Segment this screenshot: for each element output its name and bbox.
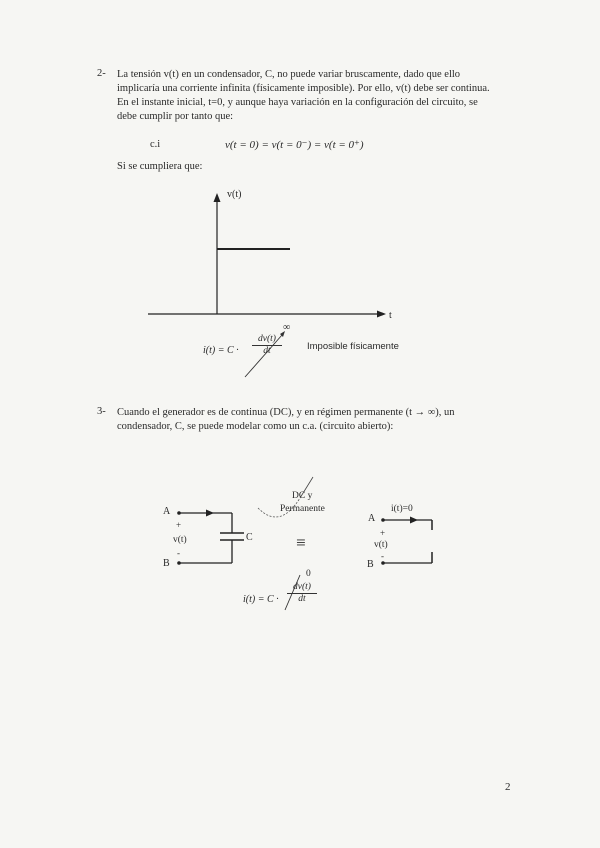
current-formula-denominator: dt — [263, 346, 271, 356]
zero-label: 0 — [306, 569, 311, 579]
section-2-line-2: implicaría una corriente infinita (físicamente imposible). Por ello, v(t) debe ser continua. — [117, 83, 490, 94]
formula-fraction — [287, 582, 317, 605]
ci-label: c.i — [150, 139, 161, 150]
plus-sign-right: + — [380, 528, 386, 538]
page-number: 2 — [505, 781, 511, 793]
node-b-right: B — [367, 559, 374, 570]
capacitor-label: C — [246, 532, 253, 543]
formula-numerator: dv(t) — [287, 582, 317, 594]
impossible-text: Imposible físicamente — [307, 341, 399, 352]
voltage-label-right: v(t) — [374, 540, 388, 550]
section-2-number: 2- — [97, 68, 106, 79]
section-2-line-3: En el instante inicial, t=0, y aunque haya variación en la configuración del circuito, se — [117, 97, 478, 108]
infinity-symbol: ∞ — [283, 322, 291, 333]
current-formula-lhs: i(t) = C · — [203, 345, 239, 356]
section-3-line-1: Cuando el generador es de continua (DC), y en régimen permanente (t → ∞), un — [117, 407, 455, 418]
minus-sign-right: - — [381, 551, 384, 561]
formula-lhs: i(t) = C · — [243, 594, 279, 605]
node-a: A — [163, 506, 171, 517]
graph-x-label: t — [389, 310, 392, 321]
ci-equation: v(t = 0) = v(t = 0⁻) = v(t = 0⁺) — [225, 139, 364, 151]
section-3-line-2: condensador, C, se puede modelar como un c.a. (circuito abierto): — [117, 421, 394, 432]
section-2-line-1: La tensión v(t) en un condensador, C, no puede variar bruscamente, dado que ello — [117, 69, 461, 80]
i-zero-label: i(t)=0 — [391, 504, 413, 514]
graph-y-label: v(t) — [227, 189, 242, 200]
if-text: Si se cumpliera que: — [117, 161, 203, 172]
section-3-number: 3- — [97, 406, 106, 417]
section-2-line-4: debe cumplir por tanto que: — [117, 111, 234, 122]
equivalence-symbol: ≡ — [296, 533, 306, 552]
current-formula-numerator: dv(t) — [252, 334, 282, 346]
voltage-label: v(t) — [173, 535, 187, 545]
node-b: B — [163, 558, 170, 569]
plus-sign: + — [176, 520, 182, 530]
dc-label: DC y — [292, 491, 313, 501]
formula-denominator: dt — [298, 594, 306, 604]
minus-sign: - — [177, 548, 180, 558]
permanente-label: Permanente — [280, 504, 325, 514]
node-a-right: A — [368, 513, 376, 524]
